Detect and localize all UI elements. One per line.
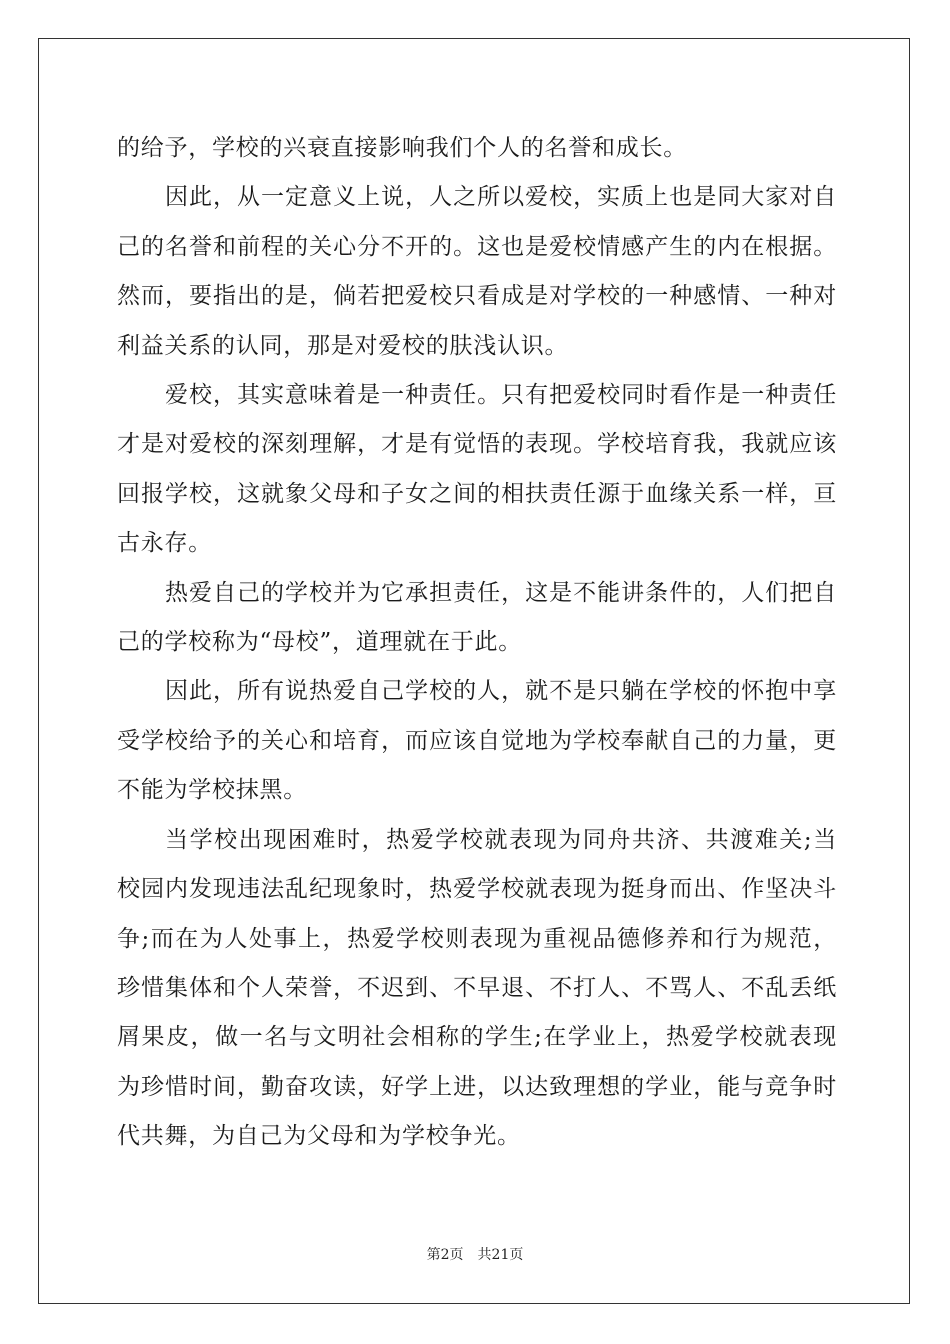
paragraph: 因此，从一定意义上说，人之所以爱校，实质上也是同大家对自己的名誉和前程的关心分不开的。这也是爱校情感产生的内在根据。然而，要指出的是，倘若把爱校只看成是对学校的一种感情、一种对利益关系的认同，那是对爱校的肤浅认识。: [117, 184, 837, 359]
page-total: 共21页: [477, 1247, 524, 1263]
paragraph: 爱校，其实意味着是一种责任。只有把爱校同时看作是一种责任才是对爱校的深刻理解，才是有觉悟的表现。学校培育我，我就应该回报学校，这就象父母和子女之间的相扶责任源于血缘关系一样，亘古永存。: [117, 382, 837, 557]
paragraph: 因此，所有说热爱自己学校的人，就不是只躺在学校的怀抱中享受学校给予的关心和培育，而应该自觉地为学校奉献自己的力量，更不能为学校抹黑。: [117, 678, 837, 804]
document-body: [117, 124, 837, 1162]
page-number: 第2页: [426, 1247, 464, 1263]
page-footer: [0, 1244, 950, 1264]
paragraph: 当学校出现困难时，热爱学校就表现为同舟共济、共渡难关;当校园内发现违法乱纪现象时，热爱学校就表现为挺身而出、作坚决斗争;而在为人处事上，热爱学校则表现为重视品德修养和行为规范，珍惜集体和个人荣誉，不迟到、不早退、不打人、不骂人、不乱丢纸屑果皮，做一名与文明社会相称的学生;在学业上，热爱学校就表现为珍惜时间，勤奋攻读，好学上进，以达致理想的学业，能与竞争时代共舞，为自己为父母和为学校争光。: [117, 826, 837, 1150]
paragraph: 热爱自己的学校并为它承担责任，这是不能讲条件的，人们把自己的学校称为“母校”，道理就在于此。: [117, 579, 837, 656]
paragraph: 的给予，学校的兴衰直接影响我们个人的名誉和成长。: [117, 135, 687, 161]
